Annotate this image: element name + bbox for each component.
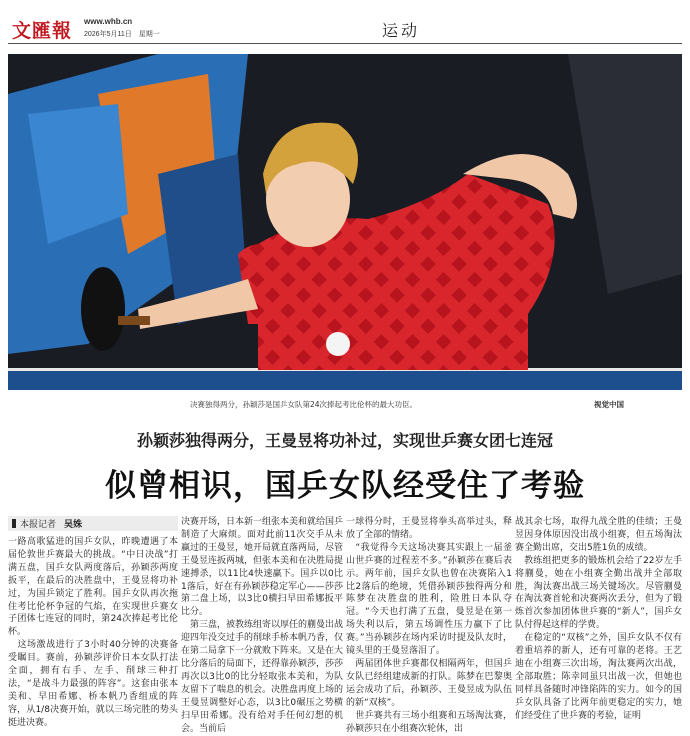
byline [8,516,178,531]
masthead [0,0,690,46]
issue-date: 2026年5月11日 星期一 [84,31,160,38]
column-2-text: 决赛开场，日本新一组张本美和就给国乒制造了大麻烦。面对此前11次交手从未赢过的王曼昱，她开局就直落两局，尽管王曼昱连扳两城，但张本美和在决胜局提速搏杀，以11比4快速赢下。国乒以0比1落后，好在有孙颖莎稳定军心——莎莎第二盘上场，以3比0横扫早田希娜扳平比分。 第三盘，被教练组寄以厚任的蒯曼出战迎四年没交过手的削球手桥本帆乃香，仅在第二局拿下一分就败下阵来。又是在大比分落后的局面下，还得靠孙颖莎，莎莎再次以3比0的比分轻取张本美和，为队友留下了喘息的机会。决胜盘再度上场的王曼昱调整好心态，以3比0碾压之势横扫早田希娜。没有给对手任何幻想的机会。当前后 [181,517,343,734]
article-column-1 [8,536,178,734]
column-3-text: 一球得分时，王曼昱将拳头高举过头，释放了全部的情绪。 “我觉得今天这场决赛其实跟上一届釜山世乒赛的过程差不多。”孙颖莎在赛后表示。两年前，国乒女队也曾在决赛陷入1比2落后的绝境，凭借孙颖莎独得两分和陈梦在决胜盘的胜利，险胜日本队夺冠。“今天也打满了五盘，曼昱是在第一场失利以后，第五场调性压力赢下了比赛。”当孙颖莎在场内采访时提及队友时，镜头里的王曼昱落泪了。 两届团体世乒赛都仅相隔两年，但国乒女队已经组建成新的打队。陈梦在巴黎奥运会成功了后，孙颖莎、王曼昱成为队伍的新“双核”。 世乒赛共有三场小组赛和五场淘汰赛，孙颖莎只在小组赛次轮休，出 [346,517,512,734]
newspaper-logo: 文匯報 [12,20,73,42]
article-headline: 似曾相识，国乒女队经受住了考验 [105,468,585,504]
table-tennis-photo [8,54,682,390]
column-4-text: 战其余七场，取得九战全胜的佳绩；王曼昱因身体原因没出战小组赛，但五场淘汰赛全勤出席，交出5胜1负的成绩。 教练组把更多的锻炼机会给了22岁左手将蒯曼，她在小组赛全勤出战并全部取胜，淘汰赛出战三场关键场次。尽管蒯曼在淘汰赛首轮和决赛两次丢分，但为了锻炼首次参加团体世乒赛的“新人”，国乒女队付得起这样的学费。 在稳定的“双核”之外，国乒女队不仅有着重培养的新人，还有可靠的老将。王艺迪在小组赛三次出场，淘汰赛两次出战，全部取胜；陈幸同虽只出战一次，但她也同样具备随时冲锋陷阵的实力。如今的国乒女队具备了比两年前更稳定的实力，她们经受住了世乒赛的考验，证明 [515,517,682,721]
article-column-4 [515,516,682,734]
article-column-3 [346,516,512,734]
section-title: 运动 [382,21,421,40]
byline-label: 本报记者 [20,520,57,530]
byline-author: 吴姝 [64,520,83,530]
photo-caption: 决赛独得两分，孙颖莎是国乒女队第24次捧起考比伦杯的最大功臣。 [190,400,418,409]
column-1-text: 一路高歌猛进的国乒女队，昨晚遭遇了本届伦敦世乒赛最大的挑战。“中日决战”打满五盘，国乒女队两度落后，孙颖莎两度扳平，在最后的决胜盘中，王曼昱将功补过，为国乒锁定了胜利。国乒女队再次拖住考比伦杯争冠的气焰，在实现世乒赛女子团体七连冠的同时，第24次捧起考比伦杯。 这场激战进行了3小时40分钟的决赛备受瞩目。赛前，孙颖莎评价日本女队打法全面，拥有右手、左手、削球三种打法，“是战斗力最强的阵容”。这套由张本美和、早田希娜、桥本帆乃香组成的阵容，从1/8决赛开始，就以三场完胜的势头挺进决赛。 [8,537,178,728]
article-column-2 [181,516,343,734]
masthead-divider [8,43,682,44]
photo-credit: 视觉中国 [594,400,624,409]
byline-marker [12,519,16,528]
website-url: www.whb.cn [84,17,133,26]
article-subhead: 孙颖莎独得两分，王曼昱将功补过，实现世乒赛女团七连冠 [136,431,553,450]
